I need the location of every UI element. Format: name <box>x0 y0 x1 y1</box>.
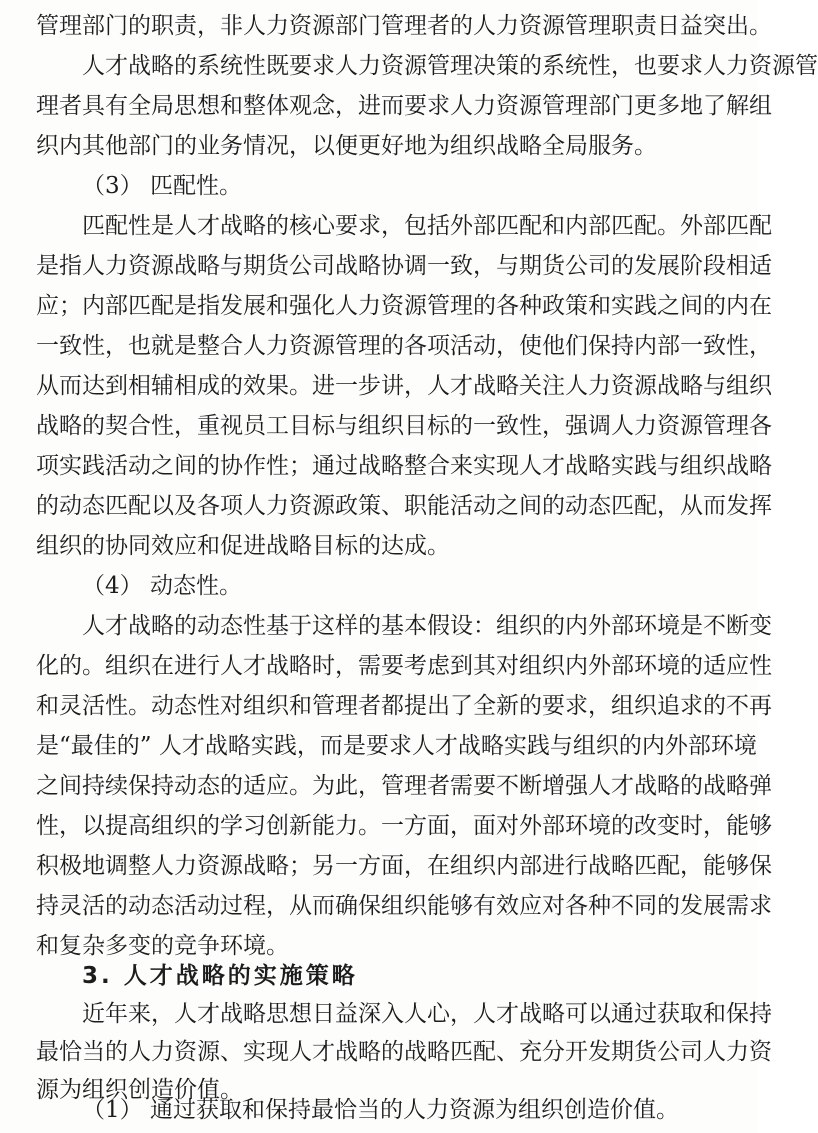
text-line: 最恰当的人力资源、实现人才战略的战略匹配、充分开发期货公司人力资 <box>36 1039 772 1065</box>
text-line: 持灵活的动态活动过程，从而确保组织能够有效应对各种不同的发展需求 <box>36 893 772 919</box>
text-line: 匹配性是人才战略的核心要求，包括外部匹配和内部匹配。外部匹配 <box>82 213 772 239</box>
subsection-heading: （4） 动态性。 <box>82 573 242 599</box>
text-line: 应；内部匹配是指发展和强化人力资源管理的各种政策和实践之间的内在 <box>36 293 772 319</box>
text-line: 理者具有全局思想和整体观念，进而要求人力资源管理部门更多地了解组 <box>36 93 772 119</box>
text-line: 性，以提高组织的学习创新能力。一方面，面对外部环境的改变时，能够 <box>36 813 772 839</box>
text-line: 战略的契合性，重视员工目标与组织目标的一致性，强调人力资源管理各 <box>36 413 772 439</box>
text-line: 从而达到相辅相成的效果。进一步讲，人才战略关注人力资源战略与组织 <box>36 373 772 399</box>
text-line: 项实践活动之间的协作性；通过战略整合来实现人才战略实践与组织战略 <box>36 453 772 479</box>
text-line: 织内其他部门的业务情况，以便更好地为组织战略全局服务。 <box>36 133 657 159</box>
text-line: 是“最佳的” 人才战略实践，而是要求人才战略实践与组织的内外部环境 <box>36 733 757 759</box>
text-line: 和复杂多变的竞争环境。 <box>36 933 289 959</box>
text-line: 人才战略的系统性既要求人力资源管理决策的系统性，也要求人力资源管 <box>82 53 818 79</box>
text-line: 的动态匹配以及各项人力资源政策、职能活动之间的动态匹配，从而发挥 <box>36 493 772 519</box>
text-line: 源为组织创造价值。 <box>36 1077 243 1103</box>
text-line: 组织的协同效应和促进战略目标的达成。 <box>36 533 450 559</box>
text-line: 积极地调整人力资源战略；另一方面，在组织内部进行战略匹配，能够保 <box>36 853 772 879</box>
section-heading: 3. 人才战略的实施策略 <box>82 963 358 989</box>
text-line: 之间持续保持动态的适应。为此，管理者需要不断增强人才战略的战略弹 <box>36 773 772 799</box>
subsection-heading: （1） 通过获取和保持最恰当的人力资源为组织创造价值。 <box>82 1097 679 1123</box>
text-line: 是指人力资源战略与期货公司战略协调一致，与期货公司的发展阶段相适 <box>36 253 772 279</box>
text-line: 近年来，人才战略思想日益深入人心，人才战略可以通过获取和保持 <box>82 1001 772 1027</box>
text-line: 管理部门的职责，非人力资源部门管理者的人力资源管理职责日益突出。 <box>36 13 772 39</box>
subsection-heading: （3） 匹配性。 <box>82 173 242 199</box>
text-line: 人才战略的动态性基于这样的基本假设：组织的内外部环境是不断变 <box>82 613 772 639</box>
text-line: 化的。组织在进行人才战略时，需要考虑到其对组织内外部环境的适应性 <box>36 653 772 679</box>
text-line: 一致性，也就是整合人力资源管理的各项活动，使他们保持内部一致性， <box>36 333 772 359</box>
text-line: 和灵活性。动态性对组织和管理者都提出了全新的要求，组织追求的不再 <box>36 693 772 719</box>
